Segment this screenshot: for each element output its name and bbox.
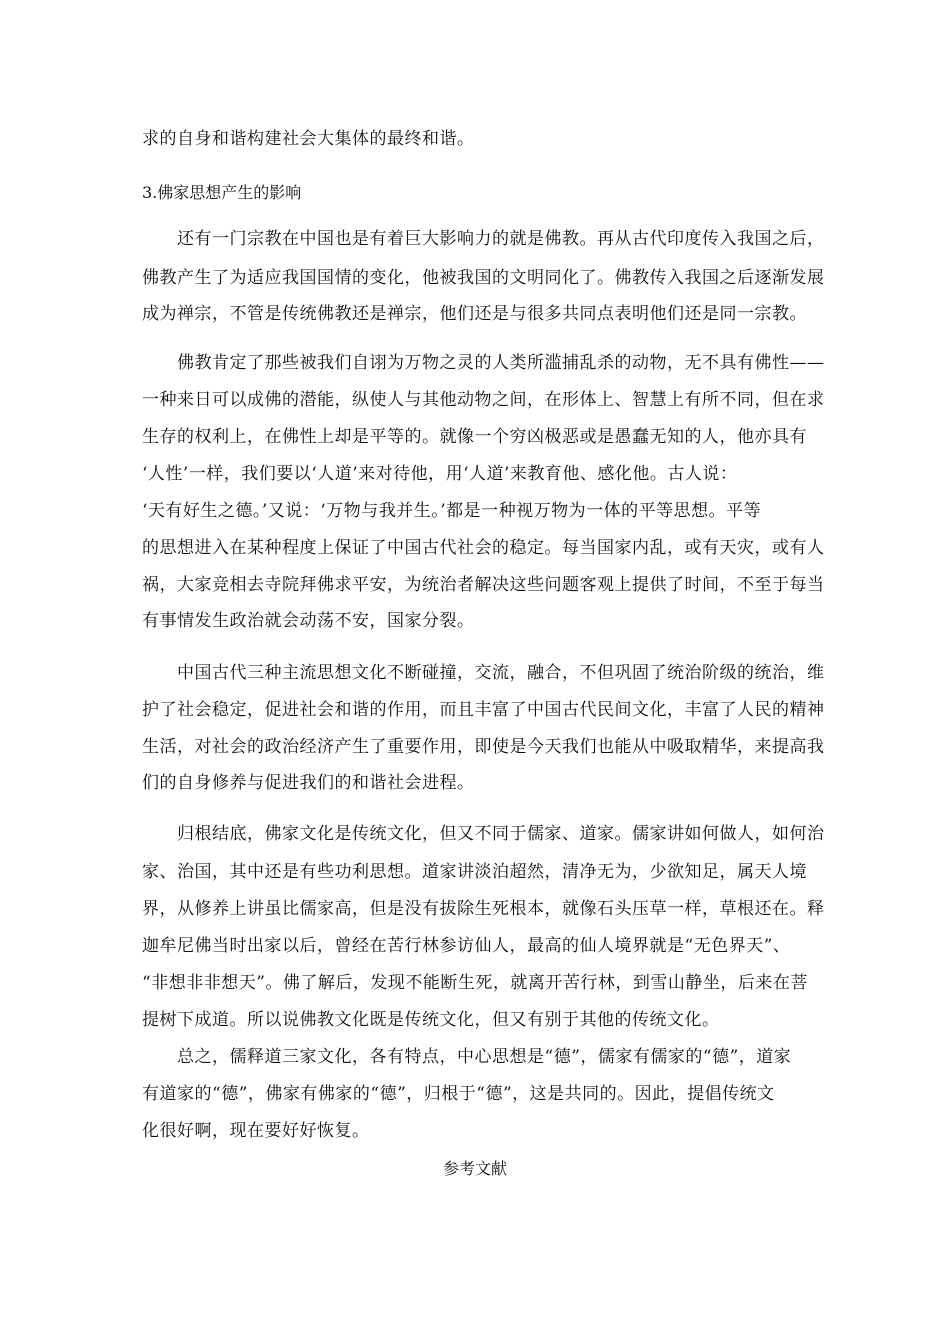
text-line: 家、治国，其中还是有些功利思想。道家讲淡泊超然，清净无为，少欲知足，属天人境	[142, 862, 807, 882]
text-line: 生存的权利上，在佛性上却是平等的。就像一个穷凶极恶或是愚蠢无知的人，他亦具有	[142, 427, 807, 447]
section-heading: 3.佛家思想产生的影响	[142, 183, 302, 202]
text-line: 祸，大家竞相去寺院拜佛求平安，为统治者解决这些问题客观上提供了时间，不至于每当	[142, 575, 825, 595]
text-line: 中国古代三种主流思想文化不断碰撞，交流，融合，不但巩固了统治阶级的统治，维	[142, 663, 825, 683]
text-line: 迦牟尼佛当时出家以后，曾经在苦行林参访仙人，最高的仙人境界就是“无色界天”、	[142, 936, 791, 956]
text-line: ‘人性’一样，我们要以‘人道’来对待他，用‘人道’来教育他、感化他。古人说：	[142, 464, 738, 484]
text-line: 护了社会稳定，促进社会和谐的作用，而且丰富了中国古代民间文化，丰富了人民的精神	[142, 700, 825, 720]
text-line: “非想非非想天”。佛了解后，发现不能断生死，就离开苦行林，到雪山静坐，后来在菩	[142, 973, 808, 993]
text-line: 有事情发生政治就会动荡不安，国家分裂。	[142, 611, 475, 631]
text-line: 佛教肯定了那些被我们自诩为万物之灵的人类所滥捕乱杀的动物，无不具有佛性——	[142, 353, 825, 373]
text-line: 求的自身和谐构建社会大集体的最终和谐。	[142, 129, 475, 149]
text-line: 生活，对社会的政治经济产生了重要作用，即使是今天我们也能从中吸取精华，来提高我	[142, 737, 825, 757]
text-line: 成为禅宗，不管是传统佛教还是禅宗，他们还是与很多共同点表明他们还是同一宗教。	[142, 304, 807, 324]
text-line: 们的自身修养与促进我们的和谐社会进程。	[142, 773, 475, 793]
text-line: 有道家的“德”，佛家有佛家的“德”，归根于“德”，这是共同的。因此，提倡传统文	[142, 1084, 775, 1104]
text-line: 归根结底，佛家文化是传统文化，但又不同于儒家、道家。儒家讲如何做人，如何治	[142, 824, 825, 844]
text-line: ‘天有好生之德。’又说：‘万物与我并生。’都是一种视万物为一体的平等思想。平等	[142, 501, 762, 521]
text-line: 佛教产生了为适应我国国情的变化，他被我国的文明同化了。佛教传入我国之后逐渐发展	[142, 268, 825, 288]
references-title: 参考文献	[442, 1159, 507, 1178]
text-line: 界，从修养上讲虽比儒家高，但是没有拔除生死根本，就像石头压草一样，草根还在。释	[142, 899, 825, 919]
text-line: 还有一门宗教在中国也是有着巨大影响力的就是佛教。再从古代印度传入我国之后，	[142, 229, 825, 249]
text-line: 提树下成道。所以说佛教文化既是传统文化，但又有别于其他的传统文化。	[142, 1010, 720, 1030]
text-line: 化很好啊，现在要好好恢复。	[142, 1121, 370, 1141]
text-line: 一种来日可以成佛的潜能，纵使人与其他动物之间，在形体上、智慧上有所不同，但在求	[142, 390, 825, 410]
text-line: 的思想进入在某种程度上保证了中国古代社会的稳定。每当国家内乱，或有天灾，或有人	[142, 538, 825, 558]
text-line: 总之，儒释道三家文化，各有特点，中心思想是“德”，儒家有儒家的“德”，道家	[142, 1047, 792, 1067]
